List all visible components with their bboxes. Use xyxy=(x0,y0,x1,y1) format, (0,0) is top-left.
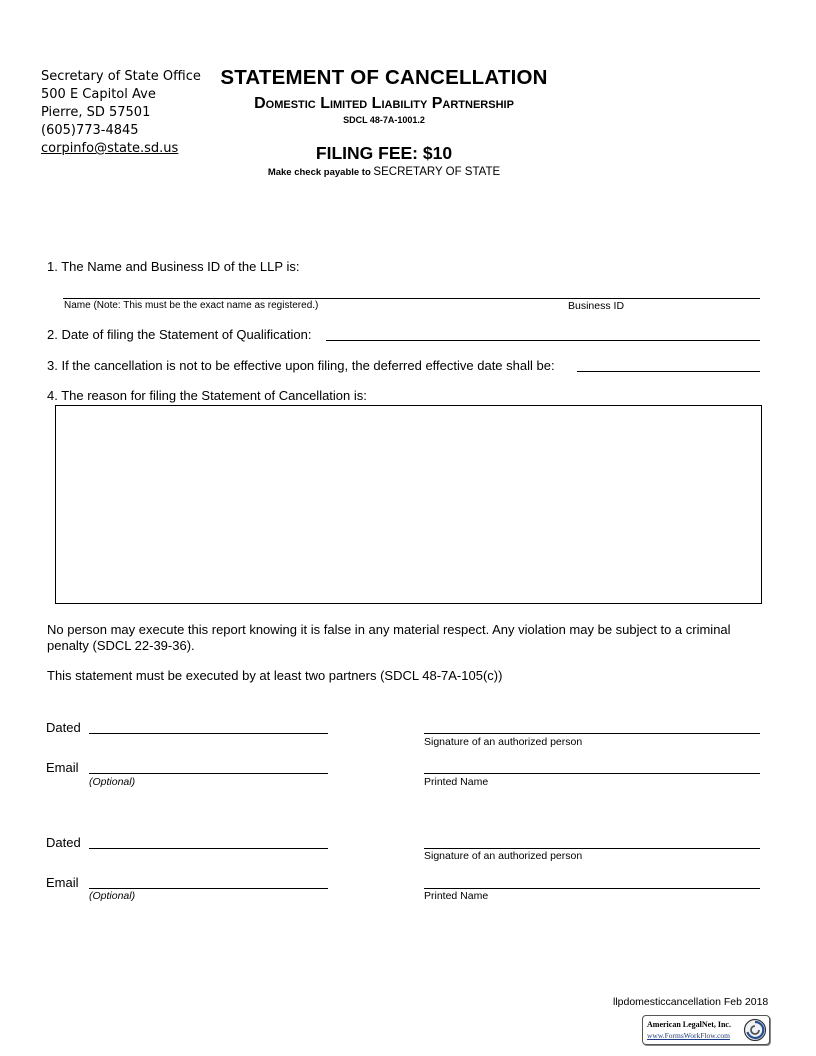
signature-label: Signature of an authorized person xyxy=(424,736,583,748)
publisher-url-link[interactable]: www.FormsWorkFlow.com xyxy=(647,1031,731,1040)
office-name: Secretary of State Office xyxy=(41,69,201,84)
email-label: Email xyxy=(46,875,79,890)
form-title: STATEMENT OF CANCELLATION xyxy=(220,66,548,89)
office-email-link[interactable]: corpinfo@state.sd.us xyxy=(41,141,179,156)
office-phone: (605)773-4845 xyxy=(41,123,139,138)
optional-label: (Optional) xyxy=(89,776,136,788)
question-4-label: 4. The reason for filing the Statement of Cancellation is: xyxy=(47,388,367,403)
printed-name-field-2[interactable] xyxy=(424,888,760,889)
cancellation-reason-textarea[interactable] xyxy=(55,405,762,604)
false-statement-warning: No person may execute this report knowing it is false in any material respect. Any violation may be subject to a criminal penalty (SDCL 22-39-36). xyxy=(47,622,731,653)
dated-label: Dated xyxy=(46,835,81,850)
publisher-name: American LegalNet, Inc. xyxy=(647,1020,731,1029)
statute-reference: SDCL 48-7A-1001.2 xyxy=(343,115,425,125)
dated-field-2[interactable] xyxy=(89,848,328,849)
publisher-badge[interactable] xyxy=(642,1015,770,1045)
office-city: Pierre, SD 57501 xyxy=(41,105,151,120)
signature-field-2[interactable] xyxy=(424,848,760,849)
printed-name-label: Printed Name xyxy=(424,890,489,902)
qualification-date-field[interactable] xyxy=(326,340,760,341)
payable-to: SECRETARY OF STATE xyxy=(373,166,501,178)
form-code: llpdomesticcancellation Feb 2018 xyxy=(613,996,769,1008)
signature-field-1[interactable] xyxy=(424,733,760,734)
printed-name-label: Printed Name xyxy=(424,776,489,788)
llp-name-note: Name (Note: This must be the exact name as registered.) xyxy=(64,300,319,311)
printed-name-field-1[interactable] xyxy=(424,773,760,774)
optional-label: (Optional) xyxy=(89,890,136,902)
question-2-label: 2. Date of filing the Statement of Qualification: xyxy=(47,327,312,342)
question-1-label: 1. The Name and Business ID of the LLP is: xyxy=(47,259,300,274)
llp-name-business-id-field[interactable] xyxy=(63,298,760,299)
signature-label: Signature of an authorized person xyxy=(424,850,583,862)
form-subtitle: Domestic Limited Liability Partnership xyxy=(254,95,514,112)
deferred-effective-date-field[interactable] xyxy=(577,371,760,372)
email-field-2[interactable] xyxy=(89,888,328,889)
dated-label: Dated xyxy=(46,720,81,735)
business-id-label: Business ID xyxy=(568,300,625,312)
office-address: 500 E Capitol Ave xyxy=(41,87,156,102)
filing-fee: FILING FEE: $10 xyxy=(315,143,453,163)
email-field-1[interactable] xyxy=(89,773,328,774)
swirl-logo-icon xyxy=(743,1018,767,1042)
dated-field-1[interactable] xyxy=(89,733,328,734)
payable-prefix: Make check payable to xyxy=(267,167,371,178)
email-label: Email xyxy=(46,760,79,775)
question-3-label: 3. If the cancellation is not to be effective upon filing, the deferred effective date shall be: xyxy=(47,358,555,373)
payable-note xyxy=(170,166,598,178)
two-partners-notice: This statement must be executed by at least two partners (SDCL 48-7A-105(c)) xyxy=(47,668,503,683)
